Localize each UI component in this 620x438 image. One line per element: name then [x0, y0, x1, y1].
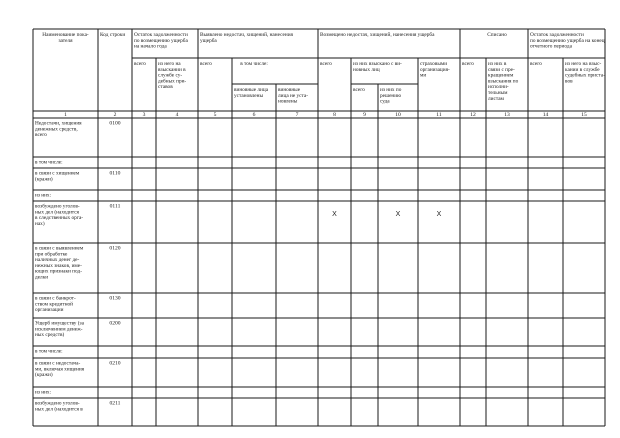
row-label-10-line: из них: — [35, 389, 52, 396]
header-terminated-line: исполни- — [488, 84, 509, 91]
row-label-4-line: в следственных орга- — [35, 215, 84, 222]
column-number-14-line: 14 — [542, 112, 549, 119]
row-label-3-line: из них: — [35, 192, 52, 199]
row-label-3 — [35, 193, 52, 199]
header-in-recovery-service-line: взыскании в — [158, 66, 186, 73]
row-code-0111 — [110, 204, 121, 210]
row-mark-c10-line: X — [395, 211, 401, 218]
header-total-from-guilty-line: всего — [353, 87, 365, 93]
header-by-court — [380, 87, 402, 105]
header-indicator-name-line: Наименование пока- — [42, 32, 89, 38]
header-from-guilty-line: новных лиц — [353, 66, 380, 73]
column-number-11 — [436, 112, 442, 118]
column-number-13 — [504, 112, 510, 118]
column-number-6 — [253, 112, 256, 118]
row-mark-c11 — [437, 211, 442, 218]
header-end-recovery-service-line: из него на взыс- — [565, 61, 602, 67]
header-written-off — [487, 32, 507, 38]
header-in-recovery-service-line: дебных при- — [158, 78, 187, 85]
header-persons-unknown — [278, 87, 308, 105]
table-text-layer — [35, 31, 605, 412]
header-total-written-off-line: всего — [462, 61, 474, 67]
row-label-7-line: Ущерб имуществу (за — [35, 320, 84, 327]
header-in-recovery-service-line: ставов — [158, 84, 173, 91]
header-in-recovery-service-line: службе су- — [158, 72, 183, 79]
column-number-3-line: 3 — [142, 112, 146, 119]
header-indicator-name — [42, 32, 89, 44]
column-number-2 — [114, 112, 117, 118]
header-total-balance-start — [134, 61, 146, 67]
header-terminated-line: связи с пре- — [488, 66, 515, 73]
header-total-balance-end — [530, 61, 542, 67]
row-label-11 — [35, 400, 83, 413]
header-identified-line: Выявлено недостач, хищений, нанесения — [200, 32, 293, 38]
row-label-9 — [35, 361, 85, 379]
header-total-from-guilty — [353, 87, 365, 93]
header-recovered — [320, 31, 435, 38]
row-label-1-line: в том числе: — [35, 159, 63, 166]
row-label-1 — [35, 160, 63, 166]
header-end-recovery-service-line: судебных приста- — [565, 72, 605, 79]
header-by-court-line: суда — [380, 98, 390, 105]
header-balance-end-line: отчетного периода — [530, 43, 572, 50]
row-label-5-line: делки — [35, 274, 49, 281]
row-label-4-line: возбуждено уголов- — [35, 203, 80, 210]
row-label-6-line: организации — [35, 307, 64, 314]
header-persons-unknown-line: новлены — [278, 98, 298, 105]
column-number-9-line: 9 — [363, 112, 366, 119]
row-code-0130-line: 0130 — [109, 295, 121, 302]
row-code-0100-line: 0100 — [109, 120, 121, 127]
header-row-code — [100, 32, 125, 38]
row-label-2-line: в связи с хищением — [35, 170, 80, 177]
header-terminated-line: кращением — [488, 72, 514, 79]
header-persons-known-line: виновные лица — [234, 87, 269, 93]
row-label-0-line: Недостачи, хищения — [35, 120, 82, 127]
row-label-5 — [35, 246, 84, 281]
row-code-0210 — [109, 361, 120, 367]
header-written-off-line: Списано — [487, 32, 507, 38]
column-number-1 — [64, 112, 67, 118]
header-persons-known-line: установлены — [234, 92, 264, 99]
row-label-5-line: в связи с выявлением — [35, 245, 84, 252]
row-label-5-line: при обработке — [35, 251, 68, 258]
header-end-recovery-service-line: вов — [565, 78, 573, 85]
row-label-5-line: нежных знаков, име- — [35, 262, 82, 269]
header-terminated-line: тельным — [488, 90, 508, 96]
header-including-line: в том числе: — [240, 61, 268, 67]
row-label-9-line: в связи с недостача- — [35, 360, 81, 367]
row-label-6-line: в связи с банкрот- — [35, 295, 76, 302]
column-number-12-line: 12 — [470, 112, 476, 119]
row-code-0120-line: 0120 — [109, 245, 121, 252]
row-label-4-line: ных дел (находится — [35, 209, 79, 216]
column-number-6-line: 6 — [252, 112, 256, 119]
column-number-12 — [470, 112, 476, 118]
row-label-11-line: ных дел (находится в — [35, 406, 83, 413]
column-number-7-line: 7 — [295, 112, 299, 119]
row-label-0-line: всего — [35, 132, 47, 139]
row-label-2-line: (кражи) — [35, 176, 53, 183]
row-mark-c10 — [396, 211, 401, 218]
column-number-11-line: 11 — [436, 112, 442, 119]
row-code-0120 — [109, 246, 120, 252]
column-number-7 — [296, 112, 299, 118]
column-number-13-line: 13 — [504, 112, 510, 119]
header-total-recovered-line: всего — [320, 61, 332, 67]
row-code-0200-line: 0200 — [109, 320, 121, 327]
header-total-written-off — [462, 61, 474, 67]
header-terminated-line: взыскания по — [488, 78, 519, 85]
header-balance-end-line: Остаток задолженности — [530, 32, 584, 38]
row-label-6-line: ством кредитной — [35, 301, 74, 308]
header-end-recovery-service — [565, 61, 605, 84]
row-label-0 — [35, 121, 82, 139]
row-code-0111-line: 0111 — [109, 203, 121, 210]
row-label-5-line: ющих признаки под- — [35, 268, 82, 275]
row-code-0110 — [110, 171, 121, 177]
column-number-3 — [143, 112, 146, 118]
row-code-0211-line: 0211 — [109, 400, 121, 407]
header-total-identified-line: всего — [200, 61, 212, 67]
column-number-4-line: 4 — [175, 112, 179, 119]
header-terminated-line: из них в — [488, 61, 507, 67]
row-label-4-line: нах) — [35, 220, 45, 227]
header-recovered-line: Возмещено недостач, хищений, нанесения ущерба — [320, 32, 435, 38]
header-total-balance-start-line: всего — [134, 61, 146, 67]
header-balance-start-line: по возмещению ущерба — [134, 37, 188, 44]
row-label-7 — [35, 320, 85, 339]
column-number-15-line: 15 — [581, 112, 587, 119]
header-in-recovery-service — [158, 61, 186, 90]
header-insurance-line: организация- — [420, 66, 450, 73]
row-label-7-line: исключением денеж- — [35, 326, 83, 333]
row-label-11-line: возбуждено уголов- — [35, 400, 80, 407]
row-label-2 — [35, 171, 80, 183]
header-from-guilty — [353, 61, 402, 73]
header-identified-line: ущерба — [200, 37, 217, 44]
row-label-9-line: ми, включая хищения — [35, 366, 85, 373]
column-number-15 — [581, 112, 587, 118]
header-end-recovery-service-line: кании в службе — [565, 66, 600, 73]
column-number-5-line: 5 — [213, 112, 217, 119]
column-number-5 — [214, 112, 217, 118]
column-number-14 — [543, 112, 549, 118]
row-mark-c8 — [332, 211, 337, 218]
row-code-0100 — [109, 121, 120, 127]
header-by-court-line: из них по — [380, 87, 402, 93]
header-from-guilty-line: из них взыскано с ви- — [353, 61, 402, 67]
header-total-recovered — [320, 61, 332, 67]
column-number-10 — [395, 112, 401, 118]
header-insurance-line: страховыми — [420, 61, 448, 67]
row-code-0200 — [109, 321, 120, 327]
header-balance-start — [134, 32, 188, 50]
header-insurance — [420, 61, 450, 79]
header-terminated — [488, 61, 519, 102]
row-label-4 — [35, 203, 83, 227]
header-balance-end-line: по возмещению ущерба на конец — [530, 37, 605, 44]
header-indicator-name-line: зателя — [58, 37, 73, 44]
row-label-0-line: денежных средств, — [35, 126, 78, 133]
header-balance-start-line: Остаток задолженности — [134, 32, 188, 38]
column-number-2-line: 2 — [113, 112, 117, 119]
column-number-10-line: 10 — [395, 112, 401, 119]
header-persons-unknown-line: лица не уста- — [278, 92, 308, 99]
header-persons-unknown-line: виновные — [278, 87, 301, 93]
header-insurance-line: ми — [420, 72, 427, 79]
row-label-9-line: (кражи) — [35, 372, 53, 379]
header-row-code-line: Код строки — [100, 32, 126, 38]
row-code-0211 — [110, 401, 121, 407]
row-code-0110-line: 0110 — [109, 170, 121, 177]
row-label-7-line: ных средств) — [35, 332, 65, 339]
header-by-court-line: решению — [380, 92, 402, 99]
row-label-8 — [35, 349, 63, 355]
header-persons-known — [234, 87, 269, 99]
column-number-1-line: 1 — [64, 112, 67, 119]
header-total-balance-end-line: всего — [530, 61, 542, 67]
row-label-10 — [35, 390, 52, 396]
header-balance-start-line: на начало года — [134, 43, 167, 50]
column-number-9 — [363, 112, 366, 118]
header-in-recovery-service-line: из него на — [158, 61, 181, 67]
row-code-0130 — [109, 296, 120, 302]
column-number-8-line: 8 — [333, 112, 336, 119]
row-label-8-line: в том числе: — [35, 348, 63, 355]
header-including — [240, 61, 268, 67]
row-code-0210-line: 0210 — [109, 360, 121, 367]
row-mark-c11-line: X — [436, 211, 442, 218]
row-label-6 — [35, 295, 76, 314]
row-mark-c8-line: X — [332, 211, 337, 218]
column-number-4 — [176, 112, 179, 118]
row-label-5-line: наличных денег де- — [35, 257, 80, 264]
header-terminated-line: листам — [488, 95, 504, 102]
header-balance-end — [530, 32, 605, 50]
header-identified — [200, 31, 294, 44]
header-total-identified — [200, 61, 212, 67]
column-number-8 — [333, 112, 336, 118]
